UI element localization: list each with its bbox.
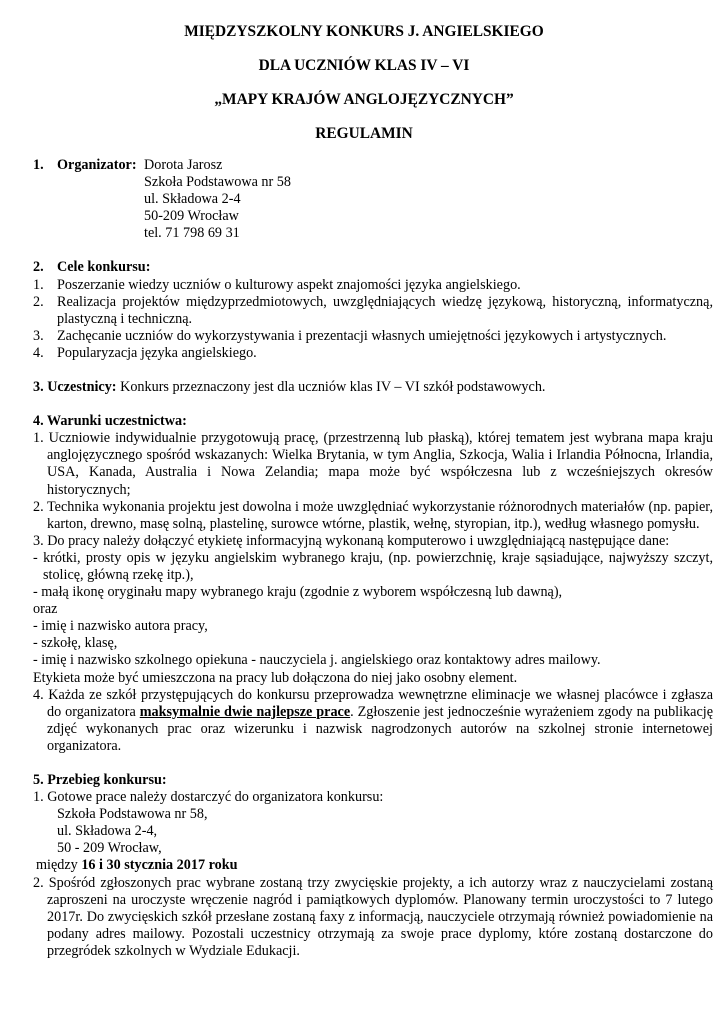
delivery-dates xyxy=(33,857,713,874)
label-item-icon: - małą ikonę oryginału mapy wybranego kraju (zgodnie z wyborem współczesną lub dawną), xyxy=(33,584,563,601)
goal-item-text: Poszerzanie wiedzy uczniów o kulturowy aspekt znajomości języka angielskiego. xyxy=(57,276,521,293)
goals-heading-text: Cele konkursu: xyxy=(57,259,151,276)
organizer-number: 1. xyxy=(33,157,44,173)
participants-section xyxy=(33,379,713,396)
organizer-street: ul. Składowa 2-4 xyxy=(144,191,241,208)
organizer-city: 50-209 Wrocław xyxy=(144,208,239,225)
delivery-dates-range: 16 i 30 stycznia 2017 roku xyxy=(81,857,238,874)
course-paragraph-1: 1. Gotowe prace należy dostarczyć do organizatora konkursu: xyxy=(33,789,384,806)
label-item-oraz: oraz xyxy=(33,601,58,618)
delivery-city: 50 - 209 Wrocław, xyxy=(57,840,162,857)
organizer-school: Szkoła Podstawowa nr 58 xyxy=(144,174,291,191)
goal-item xyxy=(33,277,713,294)
condition-paragraph-4 xyxy=(33,687,713,755)
title-competition: MIĘDZYSZKOLNY KONKURS J. ANGIELSKIEGO xyxy=(184,23,544,40)
goal-item-number: 1. xyxy=(33,276,44,293)
title-regulations: REGULAMIN xyxy=(315,125,413,142)
label-placement-note: Etykieta może być umieszczona na pracy lub dołączona do niej jako osobny element. xyxy=(33,669,518,686)
goal-item xyxy=(33,294,713,328)
delivery-dates-prefix: między xyxy=(36,857,82,874)
label-item-teacher: - imię i nazwisko szkolnego opiekuna - nauczyciela j. angielskiego oraz kontaktowy adres mailowy. xyxy=(33,652,601,669)
goal-item-number: 3. xyxy=(33,327,44,344)
goals-number: 2. xyxy=(33,259,44,276)
goal-item-text: Popularyzacja języka angielskiego. xyxy=(57,344,257,361)
goals-heading xyxy=(33,259,713,276)
label-item-author: - imię i nazwisko autora pracy, xyxy=(33,618,208,635)
condition-4-emphasis: maksymalnie dwie najlepsze prace xyxy=(139,703,351,720)
goal-item-number: 2. xyxy=(33,293,44,310)
goal-item xyxy=(33,328,713,345)
condition-paragraph-2: 2. Technika wykonania projektu jest dowolna i może uwzględniać wykorzystanie różnorodnych materiałów (np. papier, karton, drewno, masę solną, plastelinę, surowce wtórne, plastik, wełnę, styropian, itp.), według własnego pomysłu. xyxy=(33,498,713,532)
participants-text: Konkurs przeznaczony jest dla uczniów klas IV – VI szkół podstawowych. xyxy=(116,379,546,396)
goal-item-text: Zachęcanie uczniów do wykorzystywania i prezentacji własnych umiejętności językowych i artystycznych. xyxy=(57,327,667,344)
delivery-street: ul. Składowa 2-4, xyxy=(57,823,158,840)
goal-item xyxy=(33,345,713,362)
goal-item-text: Realizacja projektów międzyprzedmiotowych, uwzględniających wiedzę językową, historyczną, informatyczną, plastyczną i techniczną. xyxy=(57,293,713,327)
organizer-label: Organizator: xyxy=(57,157,137,173)
title-classes: DLA UCZNIÓW KLAS IV – VI xyxy=(258,57,470,74)
condition-paragraph-1: 1. Uczniowie indywidualnie przygotowują pracę, (przestrzenną lub płaską), której tematem jest wybrana mapa kraju anglojęzycznego spośród wskazanych: Wielka Brytania, w tym Anglia, Szkocja, Walia i Irlandia Północna, Irlandia, USA, Kanada, Australia i Nowa Zelandia; mapa może być współczesna lub z wcześniejszych okresów historycznych; xyxy=(33,430,713,498)
condition-4-text-a: 4. Każda ze szkół przystępujących do konkursu przeprowadza wewnętrzne eliminacje we własnej placówce i zgłasza do organizatora xyxy=(33,686,713,720)
condition-paragraph-3: 3. Do pracy należy dołączyć etykietę informacyjną wykonaną komputerowo i uwzględniającą następujące dane: xyxy=(33,532,670,549)
course-paragraph-2: 2. Spośród zgłoszonych prac wybrane zostaną trzy zwycięskie projekty, a ich autorzy wraz z nauczycielami zostaną zaproszeni na uroczyste wręczenie nagród i pamiątkowych dyplomów. Planowany termin uroczystości to 7 lutego 2017r. Do zwycięskich szkół przesłane zostaną faxy z informacją, nauczyciele otrzymają również powiadomienie na podany adres mailowy. Pozostali uczestnicy otrzymają za swoje prace dyplomy, które zostaną dostarczone do przegródek szkolnych w Wydziale Edukacji. xyxy=(33,874,713,959)
organizer-phone: tel. 71 798 69 31 xyxy=(144,225,240,242)
organizer-name: Dorota Jarosz xyxy=(144,157,223,173)
delivery-school: Szkoła Podstawowa nr 58, xyxy=(57,806,208,823)
course-heading: 5. Przebieg konkursu: xyxy=(33,772,167,788)
condition-4-text-b: . Zgłoszenie jest jednocześnie wyrażeniem zgody na publikację zdjęć wykonanych prac oraz wizerunku i nazwisk nagrodzonych autorów na szkolnej stronie internetowej organizatora. xyxy=(47,703,713,754)
label-item-description: - krótki, prosty opis w języku angielskim wybranego kraju, (np. powierzchnię, kraje sąsiadujące, najwyższy szczyt, stolicę, główną rzekę itp.), xyxy=(33,549,713,583)
organizer-section xyxy=(33,157,713,174)
participants-label: 3. Uczestnicy: xyxy=(33,379,117,396)
goal-item-number: 4. xyxy=(33,344,44,361)
title-theme: „MAPY KRAJÓW ANGLOJĘZYCZNYCH” xyxy=(214,91,514,108)
conditions-heading: 4. Warunki uczestnictwa: xyxy=(33,413,187,430)
label-item-school: - szkołę, klasę, xyxy=(33,635,118,652)
